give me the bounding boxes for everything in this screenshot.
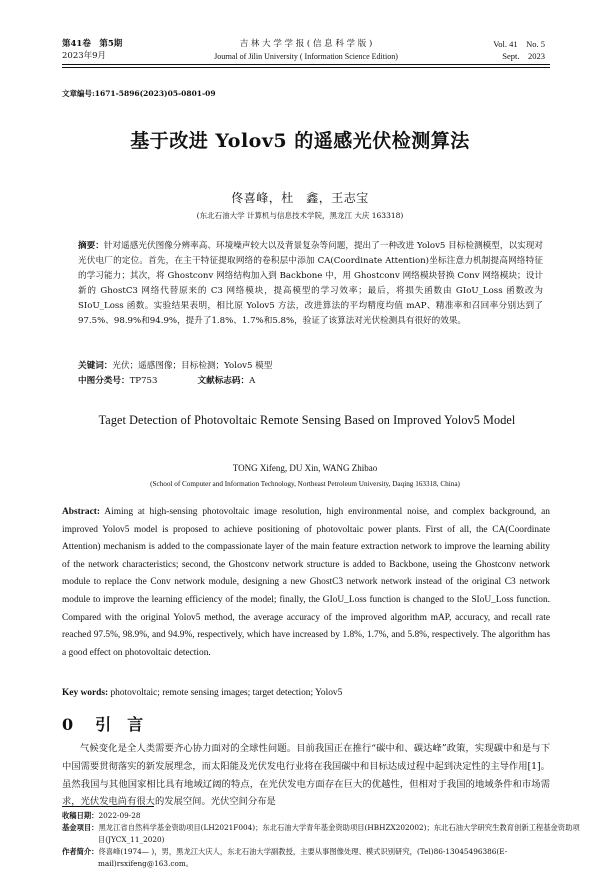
- abstract-cn: [78, 239, 543, 329]
- journal-name-en: Journal of Jilin University ( Information Science Edition): [214, 52, 398, 61]
- abstract-en-text: Aiming at high-sensing photovoltaic image resolution, high environmental noise, and complex background, an improved Yolov5 model is proposed to achieve positioning of photovoltaic power plants. First of all, the CA(Coordinate Attention) mechanism is added to the compassionate layer of the main feature extraction network to improve the learning ability of the network characteristics; second, the Ghostconv network structure is added to Backbone, useing the Ghostconv network module to replace the Conv network module, designing a new GhostC3 network network instead of the original C3 network module to improve the learning efficiency of the model; finally, the GIoU_Loss function is changed to the SIoU_Loss function. Compared with the original Yolov5 method, the average accuracy of the improved algorithm mAP, accuracy, and recall rate reached 97.5%, 98.9%, and 94.9%, respectively, which have increased by 1.8%, 1.7%, and 5.8%, respectively. The algorithm has a good effect on photovoltaic detection.: [62, 507, 550, 658]
- footnote-author: [62, 846, 586, 869]
- footnote-rule: [62, 806, 154, 807]
- section-title: 引 言: [95, 715, 144, 734]
- journal-name-cn: 吉 林 大 学 学 报 ( 信 息 科 学 版 ): [239, 39, 373, 49]
- abstract-en: [62, 504, 550, 662]
- keywords-en-label: Key words:: [62, 688, 109, 698]
- keywords-cn-text: 光伏；遥感图像；目标检测；Yolov5 模型: [112, 361, 273, 371]
- keywords-cn: [78, 359, 543, 374]
- footnote-funding-label: 基金项目：: [62, 823, 99, 832]
- keywords-en-text: photovoltaic; remote sensing images; target detection; Yolov5: [108, 688, 343, 698]
- page-title-en: Taget Detection of Photovoltaic Remote Sensing Based on Improved Yolov5 Model: [98, 413, 516, 427]
- affiliation-cn: (东北石油大学 计算机与信息技术学院，黑龙江 大庆 163318): [196, 211, 404, 220]
- abstract-cn-text: 针对遥感光伏图像分辨率高、环境噪声较大以及背景复杂等问题，提出了一种改进 Yolov5 目标检测模型，以实现对光伏电厂的定位。首先，在主干特征提取网络的卷积层中添加 CA(Coordinate Attention)坐标注意力机制提高网络特征的学习能力；其次，将 Ghostconv 网络结构加入到 Backbone 中，用 Ghostconv 网络模块替换 Conv 网络模块；设计新的 GhostC3 网络代替原来的 C3 网络模块，提高模型的学习效率；最后，将损失函数由 GIoU_Loss 函数改为 SIoU_Loss 函数。实验结果表明，相比原 Yolov5 方法，改进算法的平均精度均值 mAP、精准率和召回率分别达到了97.5%、98.9%和94.9%，提升了1.8%、1.7%和5.8%，验证了该算法对光伏检测具有很好的效果。: [78, 241, 543, 326]
- abstract-en-label: Abstract:: [62, 507, 101, 517]
- intro-text: 气候变化是全人类需要齐心协力面对的全球性问题。目前我国正在推行“碳中和、碳达峰”政策，实现碳中和是与下中国需要贯彻落实的新发展理念，而太阳能及光伏发电行业将在我国碳中和目标达成过程中起到决定性的主导作用[1]。虽然我国与其他国家相比具有地域辽阔的特点，在光伏发电方面存在巨大的优越性，但相对于我国的地域条件和市场需求，光伏发电尚有很大的发展空间。光伏空间分布是: [62, 743, 550, 808]
- header-rule-thick: [62, 64, 550, 65]
- footnote-received: [62, 810, 550, 822]
- header-rule-thin: [62, 67, 550, 68]
- classification-line: [78, 374, 543, 389]
- doc-code-value: A: [249, 376, 256, 386]
- article-number: 文章编号:1671-5896(2023)05-0801-09: [62, 89, 216, 98]
- footnote-funding-text: 黑龙江省自然科学基金资助项目(LH2021F004)；东北石油大学青年基金资助项目(HBHZX202002)；东北石油大学研究生教育创新工程基金资助项目(JYCX_11_2020): [98, 823, 580, 844]
- footnote-received-text: 2022-09-28: [98, 811, 141, 820]
- date-en: Sept. 2023: [502, 51, 545, 61]
- date-cn: 2023年9月: [62, 51, 107, 61]
- page-title-cn: 基于改进 Yolov5 的遥感光伏检测算法: [130, 130, 470, 152]
- authors-en: TONG Xifeng, DU Xin, WANG Zhibao: [232, 463, 378, 473]
- keywords-cn-label: 关键词：: [78, 361, 113, 371]
- authors-cn: 佟喜峰，杜 鑫，王志宝: [231, 191, 369, 205]
- doc-code-label: 文献标志码：: [197, 376, 250, 386]
- section-number: 0: [62, 715, 74, 734]
- clc-label: 中图分类号：: [78, 376, 130, 386]
- keywords-en: [62, 685, 550, 703]
- clc-value: TP753: [129, 376, 158, 386]
- volume-issue-en: Vol. 41 No. 5: [493, 39, 545, 49]
- intro-paragraph: [62, 740, 550, 811]
- footnote-author-text: 佟喜峰(1974— )，男，黑龙江大庆人，东北石油大学副教授，主要从事图像处理、模式识别研究，(Tel)86-13045496386(E-mail)rsxifeng@163.com。: [98, 847, 508, 868]
- affiliation-en: (School of Computer and Information Technology, Northeast Petroleum University, Daqing 163318, China): [150, 480, 460, 488]
- footnote-author-label: 作者简介：: [62, 847, 99, 856]
- footnote-received-label: 收稿日期：: [62, 811, 99, 820]
- footnote-funding: [62, 822, 586, 845]
- section-heading: [62, 712, 143, 735]
- abstract-cn-label: 摘要：: [78, 241, 104, 251]
- volume-issue-cn: 第41卷 第5期: [62, 39, 123, 49]
